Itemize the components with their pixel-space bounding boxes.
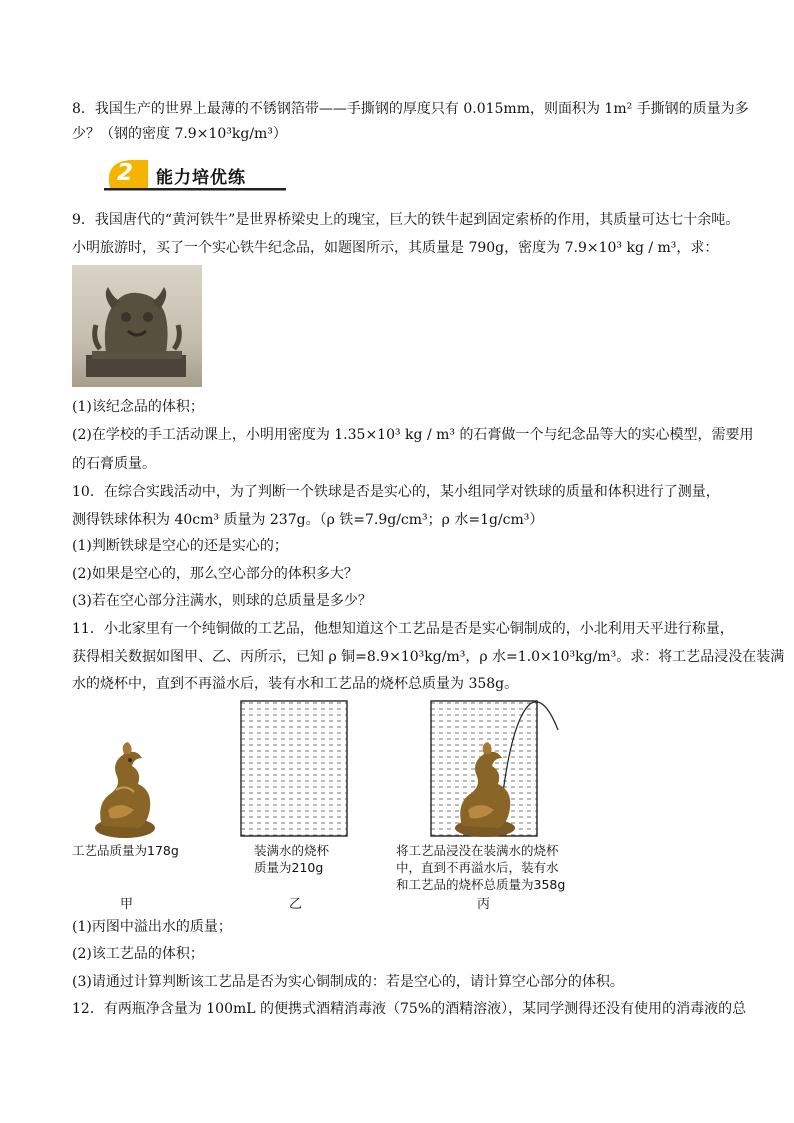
q9-line-1: 9．我国唐代的“黄河铁牛”是世界桥梁史上的瑰宝，巨大的铁牛起到固定索桥的作用，其质量可达七十余吨。 — [72, 212, 740, 228]
q11-line-1: 11．小北家里有一个纯铜做的工艺品，他想知道这个工艺品是否是实心铜制成的，小北利用天平进行称量， — [72, 621, 734, 637]
q11-sub-1: (1)丙图中溢出水的质量； — [72, 919, 232, 935]
q11-sub-3: (3)请通过计算判断该工艺品是否为实心铜制成的：若是空心的，请计算空心部分的体积。 — [72, 974, 624, 990]
section-number: 2 — [117, 160, 134, 186]
label-yi: 乙 — [289, 897, 303, 912]
q10-line-1: 10．在综合实践活动中，为了判断一个铁球是否是实心的，某小组同学对铁球的质量和体积进行了测量， — [72, 484, 720, 500]
beaker-with-craft-bing — [430, 700, 562, 837]
label-jia: 甲 — [120, 897, 134, 912]
q9-sub-2b: 的石膏质量。 — [72, 456, 156, 472]
q10-sub-3: (3)若在空心部分注满水，则球的总质量是多少？ — [72, 593, 372, 609]
q8-line-2: 少？（钢的密度 7.9×10³kg/m³） — [72, 126, 287, 142]
caption-yi-2: 质量为210g — [254, 860, 324, 875]
caption-bing-1: 将工艺品浸没在装满水的烧杯 — [396, 843, 559, 858]
q11-line-2: 获得相关数据如图甲、乙、丙所示，已知 ρ 铜=8.9×10³kg/m³，ρ 水=1.0×10³kg/m³。求：将工艺品浸没在装满 — [72, 649, 785, 665]
q11-sub-2: (2)该工艺品的体积； — [72, 946, 204, 962]
q9-sub-1: (1)该纪念品的体积； — [72, 399, 204, 415]
caption-yi-1: 装满水的烧杯 — [254, 843, 330, 858]
q10-line-2: 测得铁球体积为 40cm³ 质量为 237g。（ρ 铁=7.9g/cm³；ρ 水=1g/cm³） — [72, 512, 544, 528]
caption-bing-3: 和工艺品的烧杯总质量为358g — [396, 877, 566, 892]
q9-sub-2a: (2)在学校的手工活动课上，小明用密度为 1.35×10³ kg / m³ 的石膏做一个与纪念品等大的实心模型，需要用 — [72, 427, 754, 443]
beaker-full-water-yi — [240, 700, 348, 837]
section-heading — [104, 158, 290, 192]
q10-sub-1: (1)判断铁球是空心的还是实心的； — [72, 538, 288, 554]
dragon-craft-image-jia — [90, 740, 160, 840]
section-title: 能力培优练 — [156, 168, 246, 188]
caption-bing-2: 中，直到不再溢水后，装有水 — [396, 860, 559, 875]
q11-line-3: 水的烧杯中，直到不再溢水后，装有水和工艺品的烧杯总质量为 358g。 — [72, 676, 519, 692]
q9-line-2: 小明旅游时，买了一个实心铁牛纪念品，如题图所示，其质量是 790g，密度为 7.9×10³ kg / m³，求： — [72, 240, 719, 256]
q10-sub-2: (2)如果是空心的，那么空心部分的体积多大？ — [72, 566, 358, 582]
iron-ox-photo — [72, 265, 202, 387]
q8-line-1: 8．我国生产的世界上最薄的不锈钢箔带——手撕钢的厚度只有 0.015mm，则面积为 1m² 手撕钢的质量为多 — [72, 101, 749, 117]
q12-line-1: 12．有两瓶净含量为 100mL 的便携式酒精消毒液（75%的酒精溶液），某同学测得还没有使用的消毒液的总 — [72, 1001, 747, 1017]
caption-jia: 工艺品质量为178g — [72, 843, 179, 858]
label-bing: 丙 — [477, 897, 491, 912]
